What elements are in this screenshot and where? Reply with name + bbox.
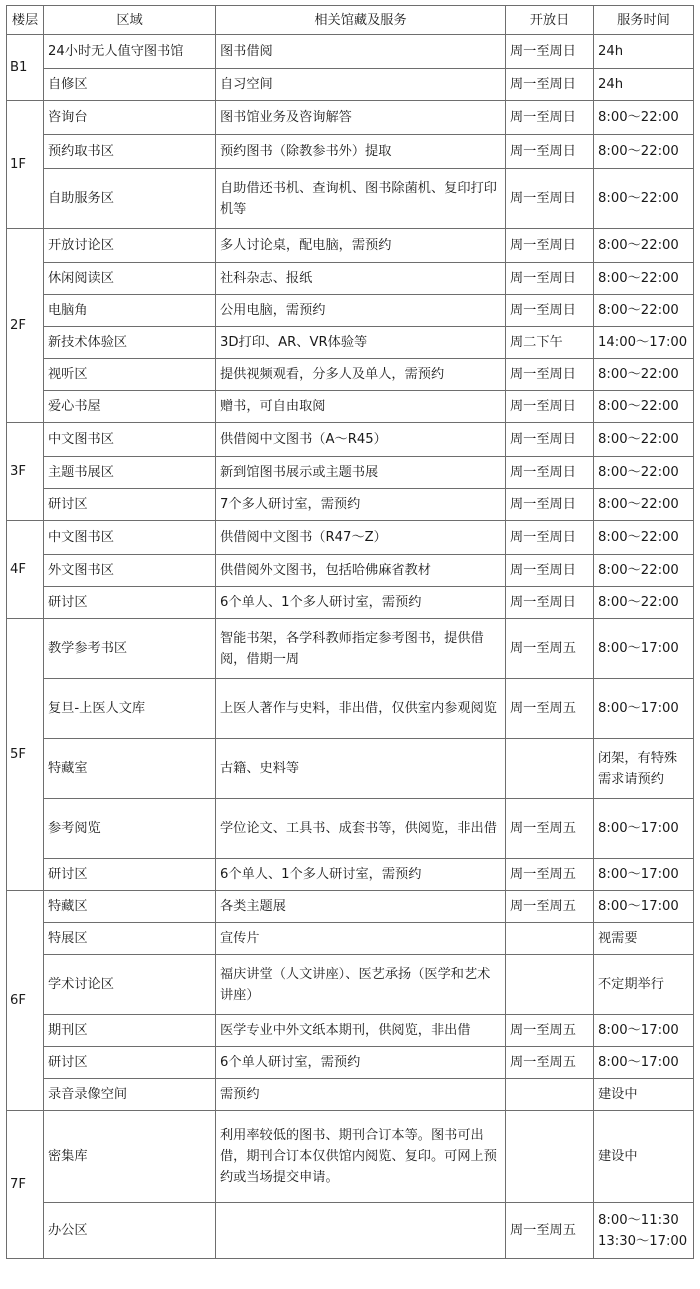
service-cell: 多人讨论桌，配电脑，需预约 — [216, 229, 506, 263]
area-cell: 主题书展区 — [44, 457, 216, 489]
hours-cell: 8:00～22:00 — [594, 229, 694, 263]
hours-cell: 24h — [594, 35, 694, 69]
service-cell: 预约图书（除教参书外）提取 — [216, 135, 506, 169]
service-cell: 6个单人研讨室，需预约 — [216, 1047, 506, 1079]
area-cell: 开放讨论区 — [44, 229, 216, 263]
header-open-days: 开放日 — [506, 6, 594, 35]
area-cell: 复旦-上医人文库 — [44, 679, 216, 739]
table-row — [7, 1047, 694, 1079]
area-cell: 参考阅览 — [44, 799, 216, 859]
service-cell: 学位论文、工具书、成套书等，供阅览，非出借 — [216, 799, 506, 859]
table-row — [7, 457, 694, 489]
days-cell: 周一至周五 — [506, 1047, 594, 1079]
days-cell: 周一至周五 — [506, 1015, 594, 1047]
hours-cell: 8:00～22:00 — [594, 457, 694, 489]
days-cell: 周一至周日 — [506, 295, 594, 327]
area-cell: 特展区 — [44, 923, 216, 955]
days-cell: 周一至周日 — [506, 489, 594, 521]
service-cell: 赠书，可自由取阅 — [216, 391, 506, 423]
hours-cell: 8:00～22:00 — [594, 295, 694, 327]
area-cell: 自修区 — [44, 69, 216, 101]
days-cell: 周一至周日 — [506, 101, 594, 135]
floor-services-table — [6, 5, 694, 1259]
hours-cell: 8:00～17:00 — [594, 1015, 694, 1047]
service-cell — [216, 1203, 506, 1259]
floor-label-6f: 6F — [7, 891, 44, 1111]
table-row — [7, 423, 694, 457]
days-cell — [506, 739, 594, 799]
service-cell: 图书借阅 — [216, 35, 506, 69]
hours-afternoon: 13:30～17:00 — [598, 1233, 688, 1249]
area-cell: 特藏区 — [44, 891, 216, 923]
days-cell: 周一至周日 — [506, 359, 594, 391]
area-cell: 教学参考书区 — [44, 619, 216, 679]
days-cell — [506, 1079, 594, 1111]
table-row — [7, 923, 694, 955]
days-cell: 周一至周日 — [506, 35, 594, 69]
service-cell: 提供视频观看，分多人及单人，需预约 — [216, 359, 506, 391]
table-row — [7, 679, 694, 739]
hours-cell: 8:00～17:00 — [594, 1047, 694, 1079]
days-cell: 周二下午 — [506, 327, 594, 359]
service-cell: 供借阅外文图书，包括哈佛麻省教材 — [216, 555, 506, 587]
days-cell: 周一至周日 — [506, 521, 594, 555]
hours-cell: 14:00～17:00 — [594, 327, 694, 359]
hours-cell: 8:00～22:00 — [594, 101, 694, 135]
area-cell: 中文图书区 — [44, 423, 216, 457]
hours-cell: 视需要 — [594, 923, 694, 955]
hours-cell: 8:00～22:00 — [594, 489, 694, 521]
hours-cell: 8:00～17:00 — [594, 859, 694, 891]
days-cell: 周一至周五 — [506, 891, 594, 923]
service-cell: 自习空间 — [216, 69, 506, 101]
floor-label-7f: 7F — [7, 1111, 44, 1259]
table-row — [7, 521, 694, 555]
days-cell: 周一至周日 — [506, 555, 594, 587]
table-row — [7, 359, 694, 391]
header-service-hours: 服务时间 — [594, 6, 694, 35]
table-row — [7, 1079, 694, 1111]
area-cell: 咨询台 — [44, 101, 216, 135]
area-cell: 研讨区 — [44, 859, 216, 891]
table-row — [7, 859, 694, 891]
floor-label-4f: 4F — [7, 521, 44, 619]
hours-cell: 闭架，有特殊需求请预约 — [594, 739, 694, 799]
area-cell: 预约取书区 — [44, 135, 216, 169]
table-row — [7, 263, 694, 295]
days-cell: 周一至周日 — [506, 229, 594, 263]
table-row — [7, 619, 694, 679]
service-cell: 福庆讲堂（人文讲座）、医艺承扬（医学和艺术讲座） — [216, 955, 506, 1015]
table-row — [7, 955, 694, 1015]
days-cell: 周一至周日 — [506, 391, 594, 423]
header-area: 区域 — [44, 6, 216, 35]
area-cell: 24小时无人值守图书馆 — [44, 35, 216, 69]
days-cell: 周一至周五 — [506, 1203, 594, 1259]
hours-cell: 8:00～17:00 — [594, 799, 694, 859]
service-cell: 需预约 — [216, 1079, 506, 1111]
table-row — [7, 1015, 694, 1047]
table-row — [7, 1111, 694, 1203]
table-row — [7, 69, 694, 101]
table-row — [7, 891, 694, 923]
area-cell: 自助服务区 — [44, 169, 216, 229]
header-floor: 楼层 — [7, 6, 44, 35]
days-cell: 周一至周日 — [506, 423, 594, 457]
hours-cell: 8:00～22:00 — [594, 555, 694, 587]
area-cell: 特藏室 — [44, 739, 216, 799]
table-header-row — [7, 6, 694, 35]
area-cell: 学术讨论区 — [44, 955, 216, 1015]
table-row — [7, 739, 694, 799]
days-cell: 周一至周日 — [506, 587, 594, 619]
days-cell: 周一至周日 — [506, 263, 594, 295]
hours-cell: 8:00～22:00 — [594, 391, 694, 423]
table-row — [7, 391, 694, 423]
service-cell: 自助借还书机、查询机、图书除菌机、复印打印机等 — [216, 169, 506, 229]
days-cell: 周一至周日 — [506, 135, 594, 169]
days-cell: 周一至周日 — [506, 457, 594, 489]
library-floor-guide — [6, 5, 694, 1259]
area-cell: 办公区 — [44, 1203, 216, 1259]
hours-cell: 8:00～22:00 — [594, 587, 694, 619]
area-cell: 中文图书区 — [44, 521, 216, 555]
service-cell: 利用率较低的图书、期刊合订本等。图书可出借，期刊合订本仅供馆内阅览、复印。可网上预约或当场提交申请。 — [216, 1111, 506, 1203]
hours-cell: 8:00～22:00 — [594, 135, 694, 169]
hours-cell: 8:00～22:00 — [594, 423, 694, 457]
floor-label-5f: 5F — [7, 619, 44, 891]
area-cell: 研讨区 — [44, 489, 216, 521]
table-row — [7, 135, 694, 169]
service-cell: 图书馆业务及咨询解答 — [216, 101, 506, 135]
hours-morning: 8:00～11:30 — [598, 1212, 679, 1228]
hours-cell: 8:00～17:00 — [594, 619, 694, 679]
days-cell: 周一至周日 — [506, 169, 594, 229]
days-cell — [506, 1111, 594, 1203]
floor-label-2f: 2F — [7, 229, 44, 423]
table-row — [7, 35, 694, 69]
hours-cell: 8:00～22:00 — [594, 359, 694, 391]
days-cell — [506, 955, 594, 1015]
hours-cell: 24h — [594, 69, 694, 101]
days-cell: 周一至周五 — [506, 619, 594, 679]
hours-cell: 8:00～22:00 — [594, 263, 694, 295]
hours-cell: 8:00～17:00 — [594, 891, 694, 923]
area-cell: 录音录像空间 — [44, 1079, 216, 1111]
service-cell: 智能书架，各学科教师指定参考图书，提供借阅，借期一周 — [216, 619, 506, 679]
days-cell: 周一至周五 — [506, 679, 594, 739]
table-row — [7, 169, 694, 229]
area-cell: 研讨区 — [44, 1047, 216, 1079]
service-cell: 7个多人研讨室，需预约 — [216, 489, 506, 521]
service-cell: 供借阅中文图书（R47～Z） — [216, 521, 506, 555]
service-cell: 医学专业中外文纸本期刊，供阅览，非出借 — [216, 1015, 506, 1047]
hours-cell: 建设中 — [594, 1111, 694, 1203]
area-cell: 电脑角 — [44, 295, 216, 327]
table-row — [7, 327, 694, 359]
floor-label-b1: B1 — [7, 35, 44, 101]
service-cell: 6个单人、1个多人研讨室，需预约 — [216, 587, 506, 619]
service-cell: 古籍、史料等 — [216, 739, 506, 799]
hours-cell: 8:00～22:00 — [594, 169, 694, 229]
hours-cell: 8:00～17:00 — [594, 679, 694, 739]
hours-cell: 建设中 — [594, 1079, 694, 1111]
service-cell: 宣传片 — [216, 923, 506, 955]
table-row — [7, 555, 694, 587]
floor-label-3f: 3F — [7, 423, 44, 521]
table-row — [7, 587, 694, 619]
table-row — [7, 101, 694, 135]
hours-cell: 不定期举行 — [594, 955, 694, 1015]
table-row — [7, 489, 694, 521]
days-cell: 周一至周五 — [506, 799, 594, 859]
header-service: 相关馆藏及服务 — [216, 6, 506, 35]
service-cell: 供借阅中文图书（A～R45） — [216, 423, 506, 457]
service-cell: 上医人著作与史料，非出借，仅供室内参观阅览 — [216, 679, 506, 739]
days-cell — [506, 923, 594, 955]
table-row — [7, 229, 694, 263]
service-cell: 各类主题展 — [216, 891, 506, 923]
days-cell: 周一至周五 — [506, 859, 594, 891]
service-cell: 6个单人、1个多人研讨室，需预约 — [216, 859, 506, 891]
hours-cell — [594, 1203, 694, 1259]
area-cell: 爱心书屋 — [44, 391, 216, 423]
area-cell: 密集库 — [44, 1111, 216, 1203]
area-cell: 研讨区 — [44, 587, 216, 619]
table-row — [7, 1203, 694, 1259]
hours-cell: 8:00～22:00 — [594, 521, 694, 555]
area-cell: 休闲阅读区 — [44, 263, 216, 295]
floor-label-1f: 1F — [7, 101, 44, 229]
service-cell: 社科杂志、报纸 — [216, 263, 506, 295]
service-cell: 3D打印、AR、VR体验等 — [216, 327, 506, 359]
service-cell: 新到馆图书展示或主题书展 — [216, 457, 506, 489]
service-cell: 公用电脑，需预约 — [216, 295, 506, 327]
days-cell: 周一至周日 — [506, 69, 594, 101]
area-cell: 新技术体验区 — [44, 327, 216, 359]
area-cell: 期刊区 — [44, 1015, 216, 1047]
table-row — [7, 295, 694, 327]
area-cell: 外文图书区 — [44, 555, 216, 587]
table-row — [7, 799, 694, 859]
area-cell: 视听区 — [44, 359, 216, 391]
